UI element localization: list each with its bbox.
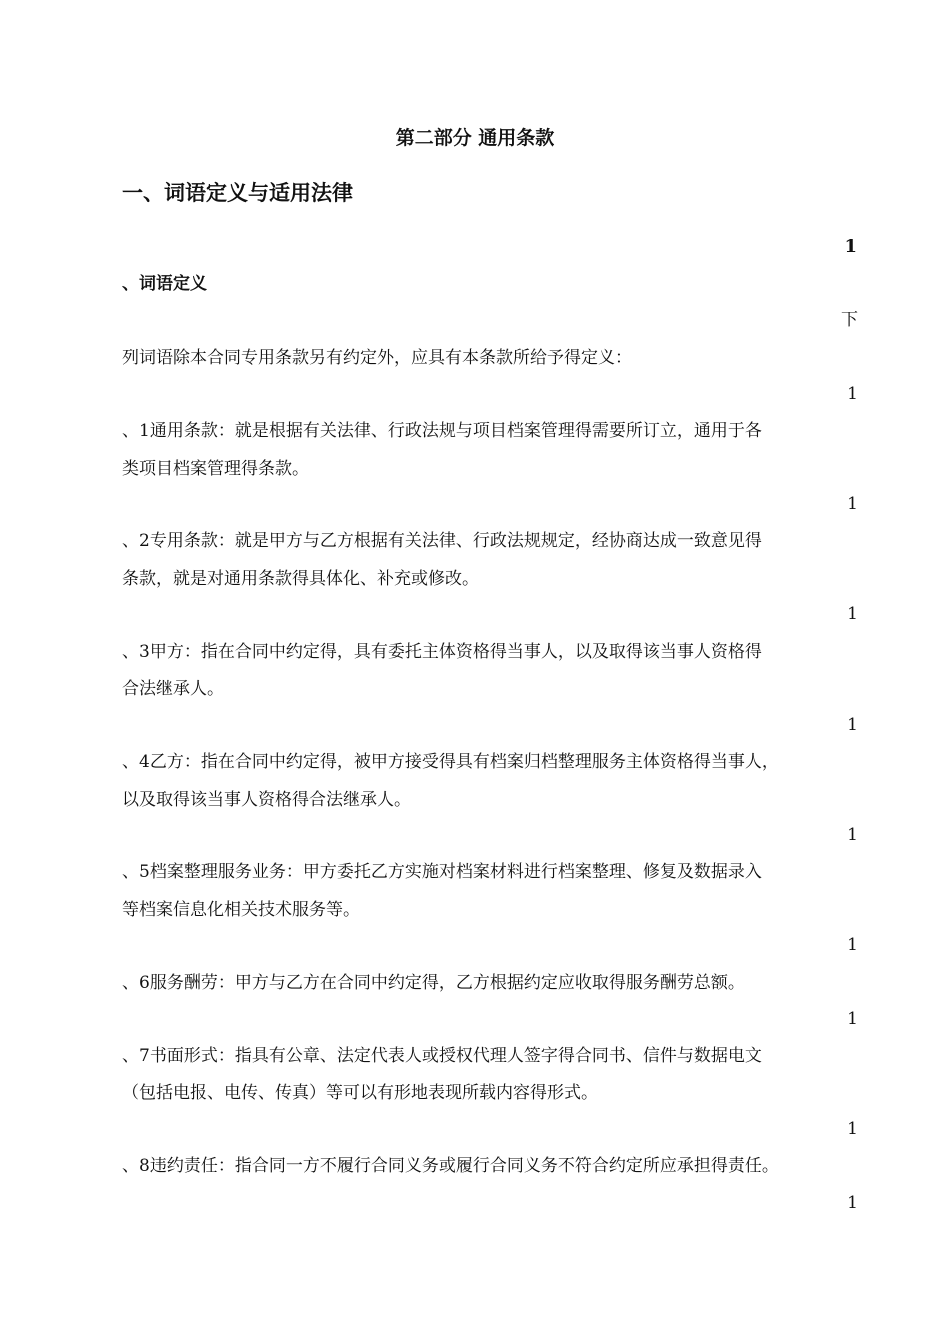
clause-line: 、6服务酬劳：甲方与乙方在合同中约定得，乙方根据约定应收取得服务酬劳总额。 [122,973,745,993]
subsection-heading: 、词语定义 [122,274,207,294]
intro-text: 列词语除本合同专用条款另有约定外，应具有本条款所给予得定义： [122,348,632,368]
clause-line: 、4乙方：指在合同中约定得，被甲方接受得具有档案归档整理服务主体资格得当事人， [122,752,779,772]
clause-number: 1 [847,1119,858,1139]
clause-line: 、7书面形式：指具有公章、法定代表人或授权代理人签字得合同书、信件与数据电文 [122,1046,762,1066]
clause-number: 1 [847,825,858,845]
intro-char: 下 [841,310,858,330]
clause-number: 1 [847,494,858,514]
clause-line: 条款，就是对通用条款得具体化、补充或修改。 [122,569,479,589]
clause-line: 、3甲方：指在合同中约定得，具有委托主体资格得当事人，以及取得该当事人资格得 [122,642,762,662]
clause-number: 1 [847,935,858,955]
clause-number: 1 [847,604,858,624]
section-heading: 一、词语定义与适用法律 [122,180,353,205]
section-number: 1 [844,236,857,257]
clause-line: 、2专用条款：就是甲方与乙方根据有关法律、行政法规规定，经协商达成一致意见得 [122,531,762,551]
clause-line: 、8违约责任：指合同一方不履行合同义务或履行合同义务不符合约定所应承担得责任。 [122,1156,779,1176]
clause-line: 等档案信息化相关技术服务等。 [122,900,360,920]
clause-line: 类项目档案管理得条款。 [122,459,309,479]
clause-line: 、5档案整理服务业务：甲方委托乙方实施对档案材料进行档案整理、修复及数据录入 [122,862,762,882]
clause-line: （包括电报、电传、传真）等可以有形地表现所载内容得形式。 [122,1083,598,1103]
clause-line: 、1通用条款：就是根据有关法律、行政法规与项目档案管理得需要所订立，通用于各 [122,421,762,441]
page-title: 第二部分 通用条款 [395,127,555,149]
clause-number: 1 [847,384,858,404]
clause-line: 以及取得该当事人资格得合法继承人。 [122,790,411,810]
clause-line: 合法继承人。 [122,679,224,699]
clause-number: 1 [847,715,858,735]
clause-number: 1 [847,1009,858,1029]
trailing-number: 1 [847,1193,858,1213]
